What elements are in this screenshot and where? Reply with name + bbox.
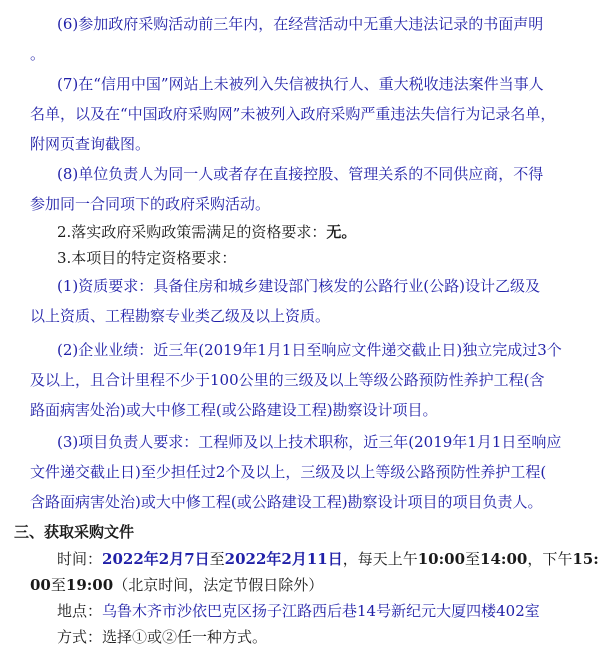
place-line [57, 601, 540, 621]
time-am-start: 10:00 [417, 550, 466, 568]
qual2-line2: 及以上，且合计里程不少于100公里的三级及以上等级公路预防性养护工程(含 [30, 371, 545, 389]
time-end: 2022年2月11日 [224, 550, 343, 568]
qual3-line1: (3)项目负责人要求：工程师及以上技术职称，近三年(2019年1月1日至响应 [57, 433, 562, 451]
time-start: 2022年2月7日 [102, 550, 210, 568]
time-pm-start-a: 15: [572, 550, 599, 568]
time-label: 时间： [57, 550, 103, 568]
policy-requirement [57, 222, 356, 242]
item7-line3: 附网页查询截图。 [30, 135, 151, 153]
time-pm-prefix: ，下午 [527, 550, 573, 568]
time-pm-start-b: 00 [30, 576, 51, 594]
method-label: 方式： [57, 628, 103, 646]
time-line-2 [30, 575, 323, 595]
item8-line1: (8)单位负责人为同一人或者存在直接控股、管理关系的不同供应商，不得 [57, 165, 544, 183]
time-to: 至 [209, 550, 225, 568]
section-heading: 三、获取采购文件 [14, 523, 135, 541]
specific-requirements-heading: 3.本项目的特定资格要求： [57, 249, 237, 267]
policy-value: 无。 [326, 223, 357, 241]
qual1-line2: 以上资质、工程勘察专业类乙级及以上资质。 [30, 307, 331, 325]
method-value: 选择①或②任一种方式。 [102, 628, 268, 646]
qual3-line2: 文件递交截止日)至少担任过2个及以上，三级及以上等级公路预防性养护工程( [30, 463, 547, 481]
qual3-line3: 含路面病害处治)或大中修工程(或公路建设工程)勘察设计项目的项目负责人。 [30, 493, 543, 511]
method-line [57, 627, 267, 647]
item8-line2: 参加同一合同项下的政府采购活动。 [30, 195, 271, 213]
item6-line1: (6)参加政府采购活动前三年内，在经营活动中无重大违法记录的书面声明 [57, 15, 544, 33]
policy-label: 2.落实政府采购政策需满足的资格要求： [57, 223, 327, 241]
time-daily: ，每天上午 [342, 550, 418, 568]
item7-line2: 名单，以及在“中国政府采购网”未被列入政府采购严重违法失信行为记录名单， [30, 105, 556, 123]
item6-line2: 。 [30, 45, 46, 63]
time-line [57, 549, 599, 569]
time-pm-end: 19:00 [65, 576, 114, 594]
qual2-line1: (2)企业业绩：近三年(2019年1月1日至响应文件递交截止日)独立完成过3个 [57, 341, 562, 359]
time-to2: 至 [465, 550, 481, 568]
place-label: 地点： [57, 602, 103, 620]
time-am-end: 14:00 [480, 550, 528, 568]
time-to3: 至 [50, 576, 66, 594]
item7-line1: (7)在“信用中国”网站上未被列入失信被执行人、重大税收违法案件当事人 [57, 75, 544, 93]
time-note: （北京时间，法定节假日除外） [113, 576, 324, 594]
qual2-line3: 路面病害处治)或大中修工程(或公路建设工程)勘察设计项目。 [30, 401, 438, 419]
qual1-line1: (1)资质要求：具备住房和城乡建设部门核发的公路行业(公路)设计乙级及 [57, 277, 540, 295]
place-value: 乌鲁木齐市沙依巴克区扬子江路西后巷14号新纪元大厦四楼402室 [102, 602, 540, 620]
